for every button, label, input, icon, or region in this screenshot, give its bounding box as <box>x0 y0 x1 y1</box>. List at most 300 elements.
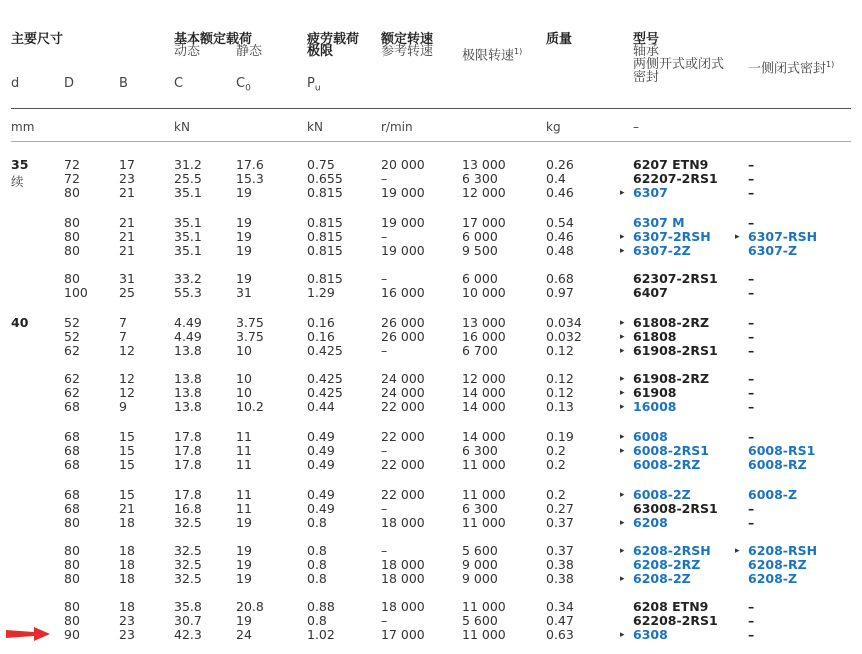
cell-d: 100 <box>64 285 88 300</box>
cell-lim: 13 000 <box>462 157 506 172</box>
cell-kg: 0.2 <box>546 457 566 472</box>
header-static: 静态 <box>236 44 263 59</box>
cell-ref: – <box>381 443 388 458</box>
one-side-sealed-designation: – <box>748 399 755 414</box>
cell-d: 68 <box>64 501 80 516</box>
unit-kn-fatigue: kN <box>307 120 323 134</box>
cell-d: 62 <box>64 371 80 386</box>
cell-c: 13.8 <box>174 371 202 386</box>
table-row <box>0 172 862 186</box>
cell-lim: 6 300 <box>462 501 498 516</box>
cell-b: 15 <box>119 457 135 472</box>
link-marker-icon: ▸ <box>620 246 625 256</box>
cell-c: 32.5 <box>174 543 202 558</box>
unit-mm: mm <box>11 120 35 134</box>
cell-c0: 10.2 <box>236 399 264 414</box>
cell-d: 80 <box>64 571 80 586</box>
cell-d: 80 <box>64 229 80 244</box>
link-marker-icon: ▸ <box>620 374 625 384</box>
header-fatigue-2: 极限 <box>307 44 334 59</box>
link-marker-icon: ▸ <box>620 346 625 356</box>
cell-kg: 0.27 <box>546 501 574 516</box>
one-side-sealed-designation: – <box>748 627 755 642</box>
cell-d: 80 <box>64 185 80 200</box>
table-row <box>0 372 862 386</box>
cell-c0: 19 <box>236 571 252 586</box>
cell-d: 80 <box>64 215 80 230</box>
one-side-sealed-designation: – <box>748 329 755 344</box>
cell-b: 23 <box>119 171 135 186</box>
bearing-designation[interactable]: 6008-2RS1 <box>633 443 710 458</box>
link-marker-icon: ▸ <box>620 188 625 198</box>
cell-kg: 0.19 <box>546 429 574 444</box>
header-divider <box>11 108 851 109</box>
cell-b: 21 <box>119 243 135 258</box>
bearing-designation: 61808-2RZ <box>633 315 710 330</box>
header-basic-load: 基本额定载荷 <box>174 32 253 47</box>
one-side-sealed-designation: – <box>748 501 755 516</box>
red-arrow-icon <box>4 624 54 644</box>
cell-kg: 0.46 <box>546 185 574 200</box>
one-side-sealed-designation[interactable]: 6208-Z <box>748 571 798 586</box>
bearing-designation: 62307-2RS1 <box>633 271 718 286</box>
cell-c0: 19 <box>236 613 252 628</box>
link-marker-icon: ▸ <box>620 490 625 500</box>
cell-ref: 22 000 <box>381 487 425 502</box>
cell-b: 9 <box>119 399 127 414</box>
cell-b: 7 <box>119 329 127 344</box>
cell-kg: 0.26 <box>546 157 574 172</box>
header-bearing: 轴承 <box>633 44 660 59</box>
cell-lim: 6 300 <box>462 443 498 458</box>
cell-d: 80 <box>64 557 80 572</box>
cell-pu: 0.815 <box>307 215 343 230</box>
cell-lim: 17 000 <box>462 215 506 230</box>
symbol-D: D <box>64 76 75 91</box>
link-marker-icon: ▸ <box>620 432 625 442</box>
symbol-B: B <box>119 76 128 91</box>
cell-c: 17.8 <box>174 443 202 458</box>
one-side-sealed-designation: – <box>748 599 755 614</box>
header-both-sides-2: 密封 <box>633 70 660 85</box>
cell-ref: 19 000 <box>381 185 425 200</box>
link-marker-icon: ▸ <box>620 402 625 412</box>
cell-c0: 10 <box>236 385 252 400</box>
cell-lim: 11 000 <box>462 487 506 502</box>
bearing-designation[interactable]: 6307 M <box>633 215 685 230</box>
cell-kg: 0.38 <box>546 557 574 572</box>
cell-c0: 20.8 <box>236 599 264 614</box>
cell-c: 25.5 <box>174 171 202 186</box>
cell-d: 62 <box>64 343 80 358</box>
table-row <box>0 400 862 414</box>
cell-ref: 18 000 <box>381 571 425 586</box>
table-row <box>0 344 862 358</box>
unit-kg: kg <box>546 120 561 134</box>
cell-pu: 0.815 <box>307 185 343 200</box>
cell-c0: 11 <box>236 443 252 458</box>
cell-b: 18 <box>119 515 135 530</box>
bearing-designation: 6208 ETN9 <box>633 599 709 614</box>
cell-d: 68 <box>64 399 80 414</box>
cell-b: 18 <box>119 557 135 572</box>
cell-ref: 24 000 <box>381 371 425 386</box>
one-side-sealed-designation[interactable]: 6208-RZ <box>748 557 807 572</box>
cell-d: 52 <box>64 315 80 330</box>
cell-b: 18 <box>119 543 135 558</box>
one-side-sealed-designation[interactable]: 6008-Z <box>748 487 798 502</box>
cell-c0: 19 <box>236 543 252 558</box>
cell-pu: 0.8 <box>307 557 327 572</box>
cell-c0: 3.75 <box>236 329 264 344</box>
bearing-designation[interactable]: 6008-2Z <box>633 487 691 502</box>
cell-d: 68 <box>64 429 80 444</box>
table-row <box>0 286 862 300</box>
cell-d: 80 <box>64 515 80 530</box>
header-main-dimensions: 主要尺寸 <box>11 32 64 47</box>
cell-c: 55.3 <box>174 285 202 300</box>
cell-c: 35.1 <box>174 215 202 230</box>
bearing-designation[interactable]: 6308 <box>633 627 668 642</box>
cell-b: 25 <box>119 285 135 300</box>
one-side-sealed-designation: – <box>748 315 755 330</box>
link-marker-icon: ▸ <box>620 630 625 640</box>
table-row <box>0 330 862 344</box>
cell-c: 30.7 <box>174 613 202 628</box>
bearing-designation[interactable]: 16008 <box>633 399 677 414</box>
table-row <box>0 458 862 472</box>
table-row <box>0 386 862 400</box>
cell-c: 35.8 <box>174 599 202 614</box>
symbol-Pu: $P_u$ <box>307 76 321 94</box>
unit-rmin: r/min <box>381 120 413 134</box>
bearing-designation[interactable]: 6208 <box>633 515 668 530</box>
cell-ref: 18 000 <box>381 599 425 614</box>
cell-c: 16.8 <box>174 501 202 516</box>
cell-d: 35 <box>11 157 29 172</box>
link-marker-icon: ▸ <box>620 232 625 242</box>
cell-b: 17 <box>119 157 135 172</box>
cell-pu: 0.425 <box>307 343 343 358</box>
cell-lim: 11 000 <box>462 627 506 642</box>
cell-d: 40 <box>11 315 29 330</box>
cell-kg: 0.12 <box>546 371 574 386</box>
cell-lim: 12 000 <box>462 185 506 200</box>
link-marker-icon: ▸ <box>620 446 625 456</box>
table-row <box>0 216 862 230</box>
header-limit-speed: 极限转速$^{1)}$ <box>462 47 523 64</box>
link-marker-icon: ▸ <box>620 574 625 584</box>
cell-ref: 22 000 <box>381 429 425 444</box>
cell-d: 80 <box>64 613 80 628</box>
cell-c: 35.1 <box>174 243 202 258</box>
cell-ref: 17 000 <box>381 627 425 642</box>
units-divider <box>11 141 851 142</box>
link-marker-icon: ▸ <box>620 318 625 328</box>
link-marker-icon: ▸ <box>620 518 625 528</box>
bearing-designation[interactable]: 6008 <box>633 429 668 444</box>
table-row <box>0 272 862 286</box>
one-side-sealed-designation: – <box>748 429 755 444</box>
cell-d: 62 <box>64 385 80 400</box>
cell-c: 32.5 <box>174 515 202 530</box>
cell-kg: 0.46 <box>546 229 574 244</box>
cell-c: 42.3 <box>174 627 202 642</box>
cell-pu: 0.8 <box>307 613 327 628</box>
cell-ref: 22 000 <box>381 399 425 414</box>
one-side-sealed-designation: – <box>748 343 755 358</box>
cell-pu: 0.49 <box>307 457 335 472</box>
cell-b: 12 <box>119 385 135 400</box>
unit-kn-load: kN <box>174 120 190 134</box>
table-row <box>0 230 862 244</box>
symbol-C: C <box>174 76 184 91</box>
cell-c: 4.49 <box>174 315 202 330</box>
continued-label: 续 <box>11 174 24 189</box>
cell-b: 12 <box>119 343 135 358</box>
cell-pu: 0.49 <box>307 443 335 458</box>
cell-lim: 5 600 <box>462 613 498 628</box>
cell-c0: 24 <box>236 627 252 642</box>
table-row <box>0 244 862 258</box>
one-side-sealed-designation: – <box>748 157 755 172</box>
bearing-designation: 62207-2RS1 <box>633 171 718 186</box>
one-side-sealed-designation: – <box>748 171 755 186</box>
cell-ref: 19 000 <box>381 215 425 230</box>
cell-ref: – <box>381 501 388 516</box>
one-side-sealed-designation[interactable]: 6307-RSH <box>748 229 818 244</box>
cell-lim: 16 000 <box>462 329 506 344</box>
cell-lim: 11 000 <box>462 515 506 530</box>
bearing-designation: 62208-2RS1 <box>633 613 718 628</box>
one-side-sealed-designation: – <box>748 215 755 230</box>
cell-c0: 11 <box>236 487 252 502</box>
one-side-sealed-designation: – <box>748 613 755 628</box>
cell-lim: 9 000 <box>462 557 498 572</box>
cell-d: 90 <box>64 627 80 642</box>
cell-ref: 24 000 <box>381 385 425 400</box>
cell-pu: 0.655 <box>307 171 343 186</box>
one-side-sealed-designation: – <box>748 385 755 400</box>
cell-kg: 0.12 <box>546 343 574 358</box>
cell-lim: 13 000 <box>462 315 506 330</box>
cell-lim: 5 600 <box>462 543 498 558</box>
one-side-sealed-designation[interactable]: 6008-RZ <box>748 457 807 472</box>
header-dynamic: 动态 <box>174 44 201 59</box>
cell-pu: 0.44 <box>307 399 335 414</box>
one-side-sealed-designation[interactable]: 6008-RS1 <box>748 443 816 458</box>
cell-kg: 0.54 <box>546 215 574 230</box>
cell-lim: 11 000 <box>462 599 506 614</box>
table-row <box>0 516 862 530</box>
cell-kg: 0.12 <box>546 385 574 400</box>
bearing-designation: 6207 ETN9 <box>633 157 709 172</box>
cell-c0: 19 <box>236 557 252 572</box>
cell-pu: 0.8 <box>307 571 327 586</box>
cell-c0: 3.75 <box>236 315 264 330</box>
one-side-sealed-designation: – <box>748 285 755 300</box>
cell-c: 33.2 <box>174 271 202 286</box>
one-side-sealed-designation: – <box>748 271 755 286</box>
cell-kg: 0.38 <box>546 571 574 586</box>
bearing-designation: 63008-2RS1 <box>633 501 718 516</box>
cell-d: 80 <box>64 271 80 286</box>
cell-c: 32.5 <box>174 571 202 586</box>
symbol-d: d <box>11 76 20 91</box>
cell-d: 68 <box>64 457 80 472</box>
unit-designation-dash: – <box>633 120 639 134</box>
cell-lim: 12 000 <box>462 371 506 386</box>
table-row <box>0 614 862 628</box>
bearing-designation: 61808 <box>633 329 677 344</box>
cell-b: 21 <box>119 229 135 244</box>
cell-c0: 11 <box>236 457 252 472</box>
cell-c0: 19 <box>236 271 252 286</box>
cell-ref: – <box>381 543 388 558</box>
bearing-designation[interactable]: 6208-2RZ <box>633 557 701 572</box>
cell-kg: 0.63 <box>546 627 574 642</box>
bearing-designation: 61908 <box>633 385 677 400</box>
cell-lim: 6 000 <box>462 229 498 244</box>
cell-d: 72 <box>64 157 80 172</box>
bearing-designation: 6407 <box>633 285 668 300</box>
cell-lim: 14 000 <box>462 385 506 400</box>
bearing-designation[interactable]: 6307-2RSH <box>633 229 711 244</box>
cell-b: 12 <box>119 371 135 386</box>
cell-pu: 0.425 <box>307 371 343 386</box>
cell-c: 35.1 <box>174 185 202 200</box>
cell-c0: 11 <box>236 501 252 516</box>
cell-b: 21 <box>119 185 135 200</box>
cell-kg: 0.034 <box>546 315 582 330</box>
cell-kg: 0.37 <box>546 543 574 558</box>
bearing-designation[interactable]: 6307-2Z <box>633 243 691 258</box>
link-marker-icon: ▸ <box>735 232 740 242</box>
cell-c: 35.1 <box>174 229 202 244</box>
cell-kg: 0.48 <box>546 243 574 258</box>
cell-lim: 10 000 <box>462 285 506 300</box>
table-row <box>0 430 862 444</box>
cell-c: 32.5 <box>174 557 202 572</box>
header-one-side: 一侧闭式密封$^{1)}$ <box>748 60 835 77</box>
cell-pu: 0.815 <box>307 243 343 258</box>
cell-c0: 11 <box>236 429 252 444</box>
cell-pu: 0.75 <box>307 157 335 172</box>
header-both-sides-1: 两侧开式或闭式 <box>633 57 725 72</box>
cell-kg: 0.68 <box>546 271 574 286</box>
link-marker-icon: ▸ <box>735 546 740 556</box>
cell-pu: 0.425 <box>307 385 343 400</box>
table-row <box>0 558 862 572</box>
cell-c: 13.8 <box>174 399 202 414</box>
bearing-designation: 61908-2RS1 <box>633 343 718 358</box>
table-row <box>0 600 862 614</box>
cell-lim: 6 000 <box>462 271 498 286</box>
cell-kg: 0.032 <box>546 329 582 344</box>
cell-b: 23 <box>119 627 135 642</box>
cell-ref: – <box>381 613 388 628</box>
cell-ref: 19 000 <box>381 243 425 258</box>
cell-d: 80 <box>64 543 80 558</box>
cell-pu: 0.815 <box>307 271 343 286</box>
one-side-sealed-designation[interactable]: 6208-RSH <box>748 543 818 558</box>
cell-d: 80 <box>64 599 80 614</box>
cell-b: 15 <box>119 429 135 444</box>
one-side-sealed-designation: – <box>748 371 755 386</box>
one-side-sealed-designation: – <box>748 515 755 530</box>
cell-ref: 20 000 <box>381 157 425 172</box>
cell-ref: 18 000 <box>381 515 425 530</box>
cell-kg: 0.47 <box>546 613 574 628</box>
cell-lim: 14 000 <box>462 429 506 444</box>
cell-pu: 0.49 <box>307 429 335 444</box>
cell-lim: 9 000 <box>462 571 498 586</box>
cell-c0: 19 <box>236 243 252 258</box>
header-designation: 型号 <box>633 32 660 47</box>
table-row <box>0 628 862 642</box>
cell-c0: 19 <box>236 229 252 244</box>
cell-c0: 15.3 <box>236 171 264 186</box>
cell-d: 52 <box>64 329 80 344</box>
cell-b: 15 <box>119 487 135 502</box>
header-ref-speed: 参考转速 <box>381 44 434 59</box>
cell-b: 21 <box>119 501 135 516</box>
bearing-designation[interactable]: 6307 <box>633 185 668 200</box>
cell-c: 17.8 <box>174 429 202 444</box>
cell-kg: 0.4 <box>546 171 566 186</box>
cell-lim: 6 700 <box>462 343 498 358</box>
cell-d: 80 <box>64 243 80 258</box>
cell-pu: 0.49 <box>307 487 335 502</box>
cell-b: 23 <box>119 613 135 628</box>
cell-c: 17.8 <box>174 457 202 472</box>
cell-ref: – <box>381 171 388 186</box>
cell-c0: 31 <box>236 285 252 300</box>
symbol-C0: $C_0$ <box>236 76 251 94</box>
cell-pu: 0.815 <box>307 229 343 244</box>
cell-c: 4.49 <box>174 329 202 344</box>
cell-b: 7 <box>119 315 127 330</box>
one-side-sealed-designation[interactable]: 6307-Z <box>748 243 798 258</box>
cell-pu: 0.16 <box>307 329 335 344</box>
cell-ref: – <box>381 271 388 286</box>
table-row <box>0 572 862 586</box>
bearing-designation[interactable]: 6008-2RZ <box>633 457 701 472</box>
cell-kg: 0.2 <box>546 443 566 458</box>
cell-ref: – <box>381 229 388 244</box>
table-row <box>0 488 862 502</box>
cell-b: 21 <box>119 215 135 230</box>
cell-ref: 26 000 <box>381 329 425 344</box>
cell-c0: 10 <box>236 343 252 358</box>
cell-kg: 0.13 <box>546 399 574 414</box>
header-fatigue-1: 疲劳载荷 <box>307 32 360 47</box>
cell-c: 13.8 <box>174 385 202 400</box>
cell-ref: 18 000 <box>381 557 425 572</box>
table-row <box>0 158 862 172</box>
cell-pu: 1.02 <box>307 627 335 642</box>
cell-d: 68 <box>64 487 80 502</box>
cell-ref: 16 000 <box>381 285 425 300</box>
cell-kg: 0.34 <box>546 599 574 614</box>
cell-c0: 10 <box>236 371 252 386</box>
bearing-designation[interactable]: 6208-2RSH <box>633 543 711 558</box>
cell-ref: 22 000 <box>381 457 425 472</box>
bearing-designation[interactable]: 6208-2Z <box>633 571 691 586</box>
cell-pu: 0.16 <box>307 315 335 330</box>
cell-pu: 0.49 <box>307 501 335 516</box>
cell-c0: 19 <box>236 215 252 230</box>
